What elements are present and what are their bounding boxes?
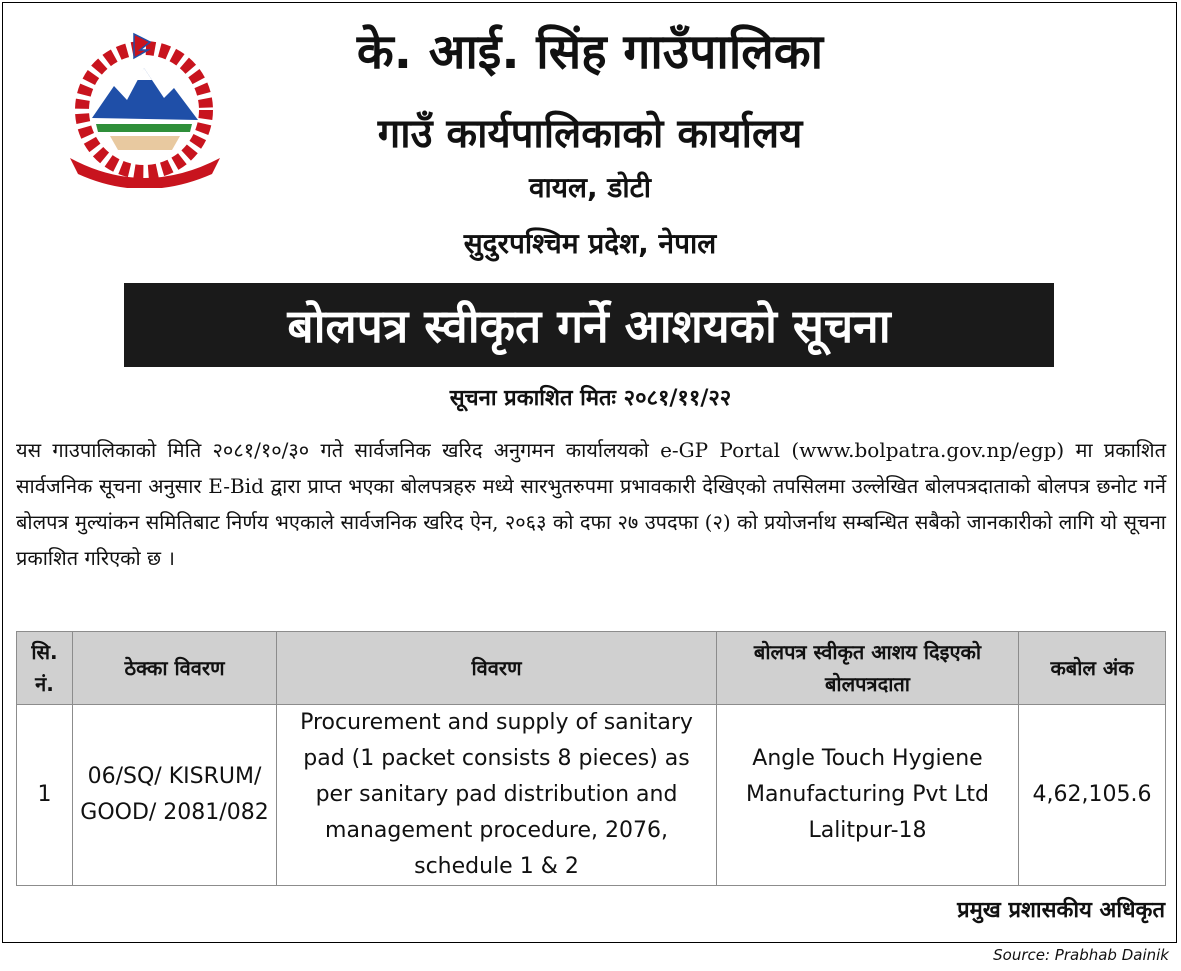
cell-description: Procurement and supply of sanitary pad (1 packet consists 8 pieces) as per sanitary pad distribution and management procedure, 2076, schedule 1 & 2 <box>277 705 717 886</box>
published-date: सूचना प्रकाशित मितः २०८१/११/२२ <box>449 386 732 411</box>
office-location: वायल, डोटी <box>528 171 652 204</box>
col-header-description: विवरण <box>277 632 717 705</box>
col-header-bidder: बोलपत्र स्वीकृत आशय दिइएको बोलपत्रदाता <box>717 632 1019 705</box>
nepal-emblem-icon <box>52 28 237 188</box>
municipality-title: के. आई. सिंह गाउँपालिका <box>356 24 824 80</box>
tender-table <box>16 631 1166 886</box>
cell-sn: 1 <box>17 705 73 886</box>
cell-bidder: Angle Touch Hygiene Manufacturing Pvt Ltd Lalitpur-18 <box>717 705 1019 886</box>
source-credit: Source: Prabhab Dainik <box>993 946 1169 964</box>
notice-title: बोलपत्र स्वीकृत गर्ने आशयको सूचना <box>287 299 891 353</box>
signatory-title: प्रमुख प्रशासकीय अधिकृत <box>957 898 1165 923</box>
notice-title-banner <box>124 283 1054 367</box>
col-header-contract: ठेक्का विवरण <box>73 632 277 705</box>
cell-contract: 06/SQ/ KISRUM/ GOOD/ 2081/082 <box>73 705 277 886</box>
office-title: गाउँ कार्यपालिकाको कार्यालय <box>377 111 803 157</box>
table-header-row <box>17 632 1166 705</box>
col-header-amount: कबोल अंक <box>1019 632 1166 705</box>
cell-amount: 4,62,105.6 <box>1019 705 1166 886</box>
notice-body: यस गाउपालिकाको मिति २०८१/१०/३० गते सार्वजनिक खरिद अनुगमन कार्यालयको e-GP Portal (www.bolpatra.gov.np/egp) मा प्रकाशित सार्वजनिक सूचना अनुसार E-Bid द्वारा प्राप्त भएका बोलपत्रहरु मध्ये सारभुतरुपमा प्रभावकारी देखिएको तपसिलमा उल्लेखित बोलपत्रदाताको बोलपत्र छनोट गर्ने बोलपत्र मुल्यांकन समितिबाट निर्णय भएकाले सार्वजनिक खरिद ऐन, २०६३ को दफा २७ उपदफा (२) को प्रयोजर्नाथ सम्बन्धित सबैको जानकारीको लागि यो सूचना प्रकाशित गरिएको छ । <box>16 438 1166 570</box>
province-name: सुदुरपश्चिम प्रदेश, नेपाल <box>463 227 717 260</box>
col-header-sn: सि. नं. <box>17 632 73 705</box>
table-row <box>17 705 1166 886</box>
